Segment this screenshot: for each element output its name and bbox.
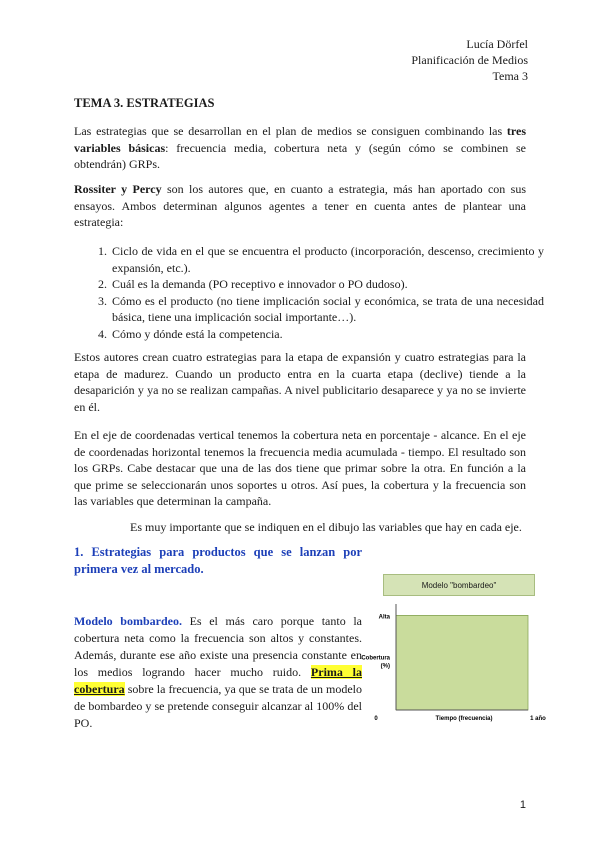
topic-label: Tema 3: [492, 69, 528, 83]
y-axis-label: Cobertura (%): [361, 655, 390, 670]
list-item: 4. Cómo y dónde está la competencia.: [110, 326, 544, 343]
authors-paragraph: Rossiter y Percy son los autores que, en cuanto a estrategia, más han aportado con sus ensayos. Ambos determinan algunos agentes a tener en cuenta antes de plantear una estrategia:: [74, 182, 526, 229]
x-tick-label: 0: [374, 716, 378, 722]
coverage-area: [396, 615, 528, 710]
note-paragraph: Es muy importante que se indiquen en el dibujo las variables que hay en cada eje.: [130, 520, 522, 534]
x-axis-label: Tiempo (frecuencia): [435, 716, 493, 722]
course-name: Planificación de Medios: [411, 53, 528, 67]
axes-paragraph: En el eje de coordenadas vertical tenemos la cobertura neta en porcentaje - alcance. En el eje de coordenadas horizontal tenemos la frecuencia media acumulada - tiempo. El resultado son los GRPs. Cabe destacar que una de las dos tiene que primar sobre la otra. En función a la que prime se seleccionarán unos soportes u otros. Así pues, la cobertura y la frecuencia son las variables que determinan la campaña.: [74, 428, 526, 508]
list-item: 3. Cómo es el producto (no tiene implicación social y económica, se trata de una necesidad básica, tiene una implicación social importante…).: [110, 293, 544, 326]
model-paragraph: Modelo bombardeo. Es el más caro porque tanto la cobertura neta como la frecuencia son altos y constantes. Además, durante ese año existe una presencia constante en los medios logrando hacer mucho ruido. Prima la cobertura sobre la frecuencia, ya que se trata de un modelo de bombardeo y se pretende conseguir alcanzar al 100% del PO.: [74, 614, 362, 730]
model-name: Modelo bombardeo.: [74, 614, 182, 628]
chart-title: Modelo "bombardeo": [383, 574, 535, 596]
section-heading: 1. Estrategias para productos que se lanzan por primera vez al mercado.: [74, 545, 362, 576]
factors-list: [92, 243, 544, 342]
highlighted-text: Prima la cobertura: [74, 665, 362, 696]
x-tick-label: 1 año: [530, 716, 546, 722]
author-name: Lucía Dörfel: [466, 37, 528, 51]
strategies-paragraph: Estos autores crean cuatro estrategias para la etapa de expansión y cuatro estrategias para la etapa de madurez. Cuando un producto entra en la cuarta etapa (declive) tiende a la desaparición y ya no se realizan campañas. A nivel publicitario desaparece y ya no se invierte en él.: [74, 350, 526, 414]
list-item: 1. Ciclo de vida en el que se encuentra el producto (incorporación, descenso, crecimiento y expansión, etc.).: [110, 243, 544, 276]
page-header: [411, 36, 528, 84]
bombardeo-chart: [350, 600, 550, 730]
y-tick-label: Alta: [378, 614, 390, 621]
list-item: 2. Cuál es la demanda (PO receptivo e innovador o PO dudoso).: [110, 276, 544, 293]
page-title: TEMA 3. ESTRATEGIAS: [74, 96, 215, 110]
intro-paragraph: Las estrategias que se desarrollan en el plan de medios se consiguen combinando las tres variables básicas: frecuencia media, cobertura neta y (según cómo se combinen se obtendrán) GRPs.: [74, 124, 526, 171]
page-number: 1: [519, 799, 526, 811]
